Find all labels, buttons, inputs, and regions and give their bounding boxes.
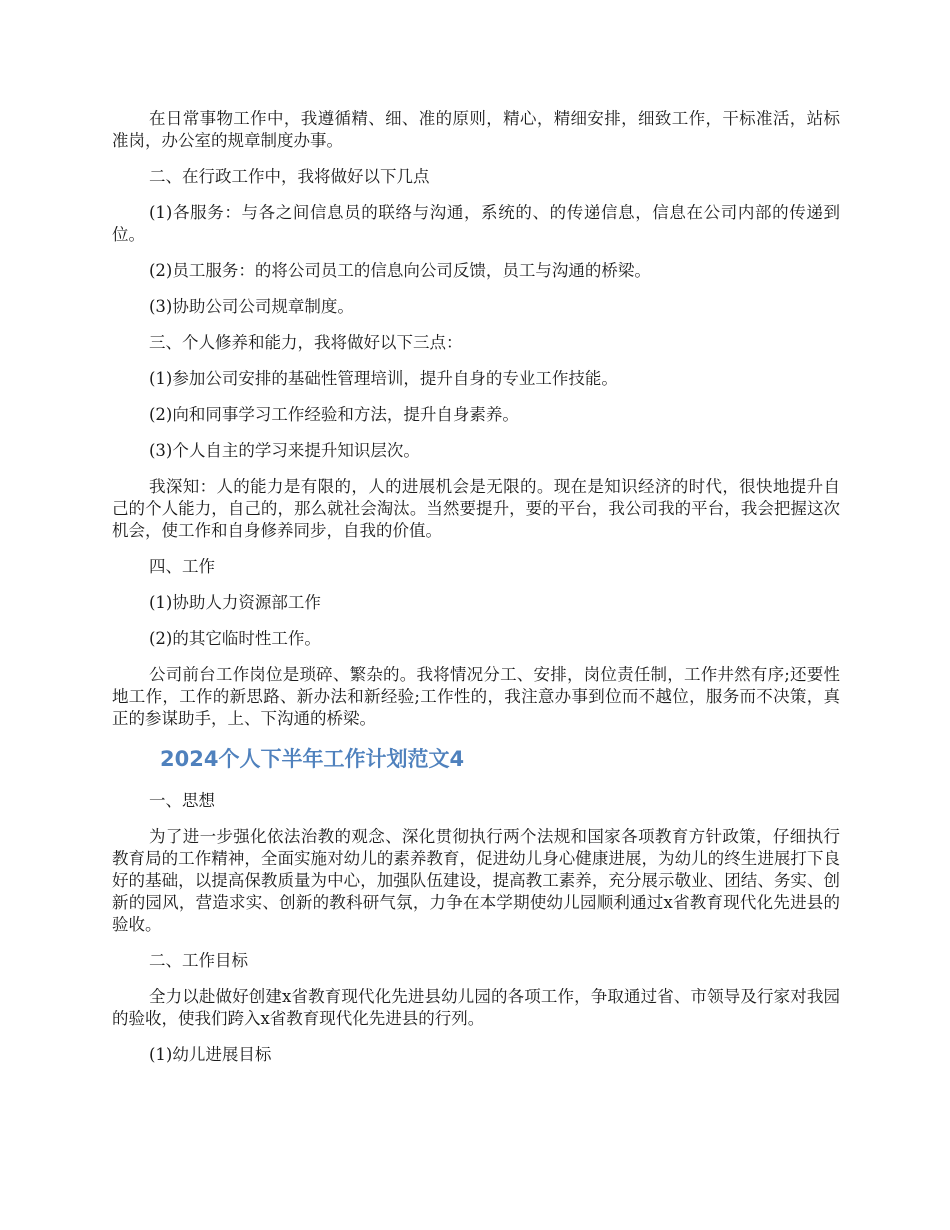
paragraph: (1)幼儿进展目标: [149, 1045, 272, 1064]
document-body: [112, 108, 840, 1080]
paragraph: (1)参加公司安排的基础性管理培训，提升自身的专业工作技能。: [149, 369, 618, 388]
paragraph: 全力以赴做好创建x省教育现代化先进县幼儿园的各项工作，争取通过省、市领导及行家对我园的验收，使我们跨入x省教育现代化先进县的行列。: [112, 987, 840, 1028]
paragraph: (3)个人自主的学习来提升知识层次。: [149, 441, 420, 460]
section-heading-self-improvement: 三、个人修养和能力，我将做好以下三点：: [149, 333, 463, 352]
paragraph: (2)向和同事学习工作经验和方法，提升自身素养。: [149, 405, 519, 424]
paragraph: 公司前台工作岗位是琐碎、繁杂的。我将情况分工、安排，岗位责任制，工作井然有序;还要性地工作，工作的新思路、新办法和新经验;工作性的，我注意办事到位而不越位，服务而不决策，真正的参谋助手，上、下沟通的桥梁。: [112, 665, 840, 728]
paragraph: 为了进一步强化依法治教的观念、深化贯彻执行两个法规和国家各项教育方针政策，仔细执行教育局的工作精神，全面实施对幼儿的素养教育，促进幼儿身心健康进展，为幼儿的终生进展打下良好的基础，以提高保教质量为中心，加强队伍建设，提高教工素养，充分展示敬业、团结、务实、创新的园风，营造求实、创新的教科研气氛，力争在本学期使幼儿园顺利通过x省教育现代化先进县的验收。: [112, 827, 840, 934]
paragraph: (3)协助公司公司规章制度。: [149, 297, 354, 316]
section-heading-work: 四、工作: [149, 557, 215, 576]
paragraph: (2)的其它临时性工作。: [149, 629, 321, 648]
paragraph: (2)员工服务：的将公司员工的信息向公司反馈，员工与沟通的桥梁。: [149, 261, 651, 280]
paragraph: (1)协助人力资源部工作: [149, 593, 321, 612]
paragraph: 在日常事物工作中，我遵循精、细、准的原则，精心，精细安排，细致工作，干标准活，站标准岗，办公室的规章制度办事。: [112, 109, 840, 150]
document-heading: 2024个人下半年工作计划范文4: [160, 747, 465, 771]
section-heading-thought: 一、思想: [149, 791, 215, 810]
paragraph: 我深知：人的能力是有限的，人的进展机会是无限的。现在是知识经济的时代，很快地提升自己的个人能力，自己的，那么就社会淘汰。当然要提升，要的平台，我公司我的平台，我会把握这次机会，使工作和自身修养同步，自我的价值。: [112, 477, 840, 540]
section-heading-goals: 二、工作目标: [149, 951, 248, 970]
paragraph: (1)各服务：与各之间信息员的联络与沟通，系统的、的传递信息，信息在公司内部的传递到位。: [112, 203, 840, 244]
section-heading-administration: 二、在行政工作中，我将做好以下几点: [149, 167, 430, 186]
